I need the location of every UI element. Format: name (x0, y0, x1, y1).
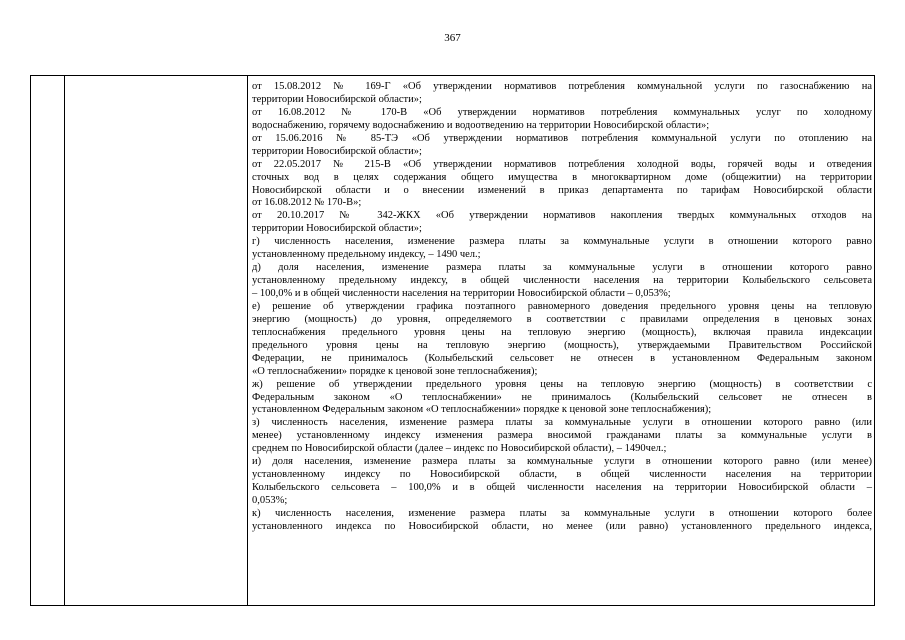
text-line: установленному предельному индексу, в общей численности населения на территории Колыбельского сельсовета (252, 275, 872, 287)
text-line: от 15.06.2016 № 85-ТЭ «Об утверждении нормативов потребления коммунальной услуги по отоплению на (252, 132, 872, 144)
text-line: и) доля населения, изменение размера платы за коммунальные услуги в отношении которого равно (или менее) (252, 456, 872, 468)
page-number: 367 (444, 32, 461, 44)
text-line: территории Новосибирской области»; (252, 223, 422, 235)
text-line: е) решение об утверждении графика поэтапного равномерного доведения предельного уровня цены на тепловую (252, 300, 872, 312)
text-line: от 16.08.2012 № 170-В «Об утверждении нормативов потребления коммунальных услуг по холодному (252, 106, 872, 118)
text-line: г) численность населения, изменение размера платы за коммунальные услуги в отношении которого равно (252, 236, 872, 248)
text-line: установленному предельному индексу, – 1490 чел.; (252, 249, 481, 261)
text-line: 0,053%; (252, 495, 288, 506)
text-line: теплоснабжения предельного уровня цены на тепловую энергию (мощность), включая правила индексации (252, 326, 872, 338)
text-line: – 100,0% и в общей численности населения на территории Новосибирской области – 0,053%; (252, 288, 671, 299)
text-line: от 20.10.2017 № 342-ЖКХ «Об утверждении нормативов накопления твердых коммунальных отходов на (252, 210, 872, 222)
column-divider-1 (64, 76, 65, 605)
text-line: менее) установленному индексу изменения размера вносимой гражданами платы за коммунальные услуги в (252, 430, 872, 442)
text-line: от 15.08.2012 № 169-Г «Об утверждении нормативов потребления коммунальной услуги по газоснабжению на (252, 81, 872, 92)
text-line: предельного уровня цены на тепловую энергию (мощность), утверждаемыми Правительством Российской (252, 339, 872, 351)
document-table (30, 75, 875, 606)
text-line: от 22.05.2017 № 215-В «Об утверждении нормативов потребления холодной воды, горячей воды и отведения (252, 158, 872, 170)
text-line: от 16.08.2012 № 170-В»; (252, 197, 362, 209)
text-line: среднем по Новосибирской области (далее – индекс по Новосибирской области), – 1490чел.; (252, 443, 667, 455)
text-line: территории Новосибирской области»; (252, 145, 422, 157)
text-line: д) доля населения, изменение размера платы за коммунальные услуги в отношении которого равно (252, 262, 872, 274)
text-line: установленного индекса по Новосибирской области, но менее (или равно) установленного предельного индекса, (252, 520, 872, 532)
text-line: ж) решение об утверждении предельного уровня цены на тепловую энергию (мощность) в соответствии с (252, 378, 872, 390)
text-line: Колыбельского сельсовета – 100,0% и в общей численности населения на территории Новосибирской области – (252, 482, 872, 494)
text-line: установленном Федеральным законом «О теплоснабжении» порядке к ценовой зоне теплоснабжения); (252, 404, 712, 416)
text-line: сточных вод в целях содержания общего имущества в многоквартирном доме (общежитии) на территории (252, 171, 872, 183)
text-line: водоснабжению, горячему водоснабжению и водоотведению на территории Новосибирской области»; (252, 119, 710, 131)
text-line: з) численность населения, изменение размера платы за коммунальные услуги в отношении которого равно (или (252, 417, 872, 429)
text-line: территории Новосибирской области»; (252, 93, 422, 105)
text-line: Федеральным законом «О теплоснабжении» не принималось (Колыбельский сельсовет не отнесен в (252, 391, 872, 403)
text-line: энергию (мощность) до уровня, определяемого в соответствии с правилами определения в ценовых зонах (252, 313, 872, 325)
text-line: Федерации, не принималось (Колыбельский сельсовет не отнесен в установленном Федеральным законом (252, 352, 872, 364)
text-line: Новосибирской области и о внесении изменений в приказ департамента по тарифам Новосибирской области (252, 184, 872, 196)
column-divider-2 (247, 76, 248, 605)
text-line: установленному индексу по Новосибирской области, в общей численности населения на территории (252, 469, 872, 481)
text-line: к) численность населения, изменение размера платы за коммунальные услуги в отношении которого более (252, 507, 872, 519)
text-cell (252, 81, 872, 534)
text-line: «О теплоснабжении» порядке к ценовой зоне теплоснабжения); (252, 365, 538, 377)
